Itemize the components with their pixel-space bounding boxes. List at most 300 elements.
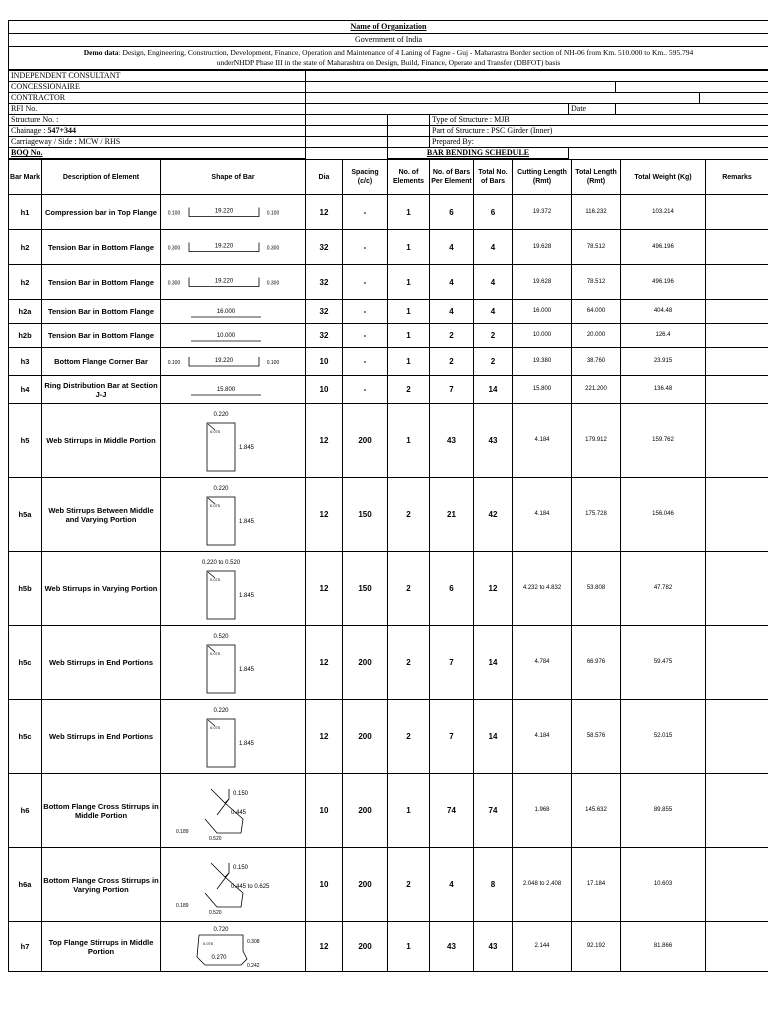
cell-total-bars: 14 [474,626,513,700]
cell-elements: 1 [388,348,430,376]
cell-description: Tension Bar in Bottom Flange [42,324,161,348]
cell-cutting-length: 16.000 [513,300,572,324]
shape-a-label: 0.150 [233,790,249,797]
cell-shape [161,265,306,300]
cell-bars-per-element: 7 [430,376,474,404]
shape-mid-label: 15.800 [216,386,236,393]
shape-d-label: 0.520 [209,909,222,916]
cell-dia: 12 [306,626,343,700]
client-name: Government of India [9,34,768,47]
shape-hook-label: 0.075 [210,502,221,508]
cell-total-weight: 156.046 [621,478,706,552]
shape-right-label: 0.100 [266,210,280,216]
cell-spacing: 150 [343,478,388,552]
cell-shape [161,195,306,230]
shape-height-label: 1.845 [239,666,255,673]
schedule-gap [569,148,768,159]
cell-total-weight: 10.603 [621,848,706,922]
cell-total-length: 66.976 [572,626,621,700]
shape-top-label: 0.220 [213,411,229,418]
cell-total-length: 78.512 [572,230,621,265]
cell-dia: 10 [306,774,343,848]
cell-bar-mark: h3 [9,348,42,376]
structure-no: Structure No. : [9,115,306,126]
cell-bars-per-element: 6 [430,195,474,230]
demo-label: Demo data [83,48,119,57]
cell-remarks [706,195,768,230]
cell-elements: 2 [388,848,430,922]
cell-elements: 2 [388,552,430,626]
chainage-value: 547+344 [47,126,76,135]
bar-shape-diagram [161,377,304,403]
cell-cutting-length: 4.784 [513,626,572,700]
type-of-structure: Type of Structure : MJB [430,115,768,126]
cell-remarks [706,300,768,324]
cell-cutting-length: 1.968 [513,774,572,848]
structure-no-gap [388,115,430,126]
schedule-row [9,195,768,230]
shape-c-label: 0.189 [176,828,189,835]
cell-elements: 2 [388,626,430,700]
shape-height-label: 1.845 [239,740,255,747]
cell-total-weight: 103.214 [621,195,706,230]
party-contractor: CONTRACTOR [9,93,306,104]
shape-btm-label: 0.242 [247,962,260,969]
party-concessionaire-extra [616,82,768,93]
cell-bar-mark: h5c [9,700,42,774]
schedule-row [9,922,768,972]
shape-c-label: 0.189 [176,902,189,909]
bar-shape-diagram [161,923,304,971]
col-remarks: Remarks [706,160,768,195]
cell-remarks [706,230,768,265]
rfi-label: RFI No. [9,104,306,115]
shape-height-label: 1.845 [239,592,255,599]
cell-cutting-length: 4.232 to 4.832 [513,552,572,626]
shape-height-label: 1.845 [239,518,255,525]
schedule-row [9,626,768,700]
cell-bar-mark: h5c [9,626,42,700]
schedule-row [9,478,768,552]
schedule-row [9,300,768,324]
prepared-by: Prepared By: [430,137,768,148]
cell-remarks [706,324,768,348]
shape-right-label: 0.308 [247,938,260,945]
shape-left-label: 0.300 [167,280,181,286]
bar-shape-diagram [161,349,304,375]
cell-spacing: 200 [343,700,388,774]
cell-elements: 1 [388,404,430,478]
cell-cutting-length: 15.800 [513,376,572,404]
shape-a-label: 0.150 [233,864,249,871]
schedule-row [9,348,768,376]
cell-remarks [706,848,768,922]
cell-elements: 1 [388,774,430,848]
cell-spacing: 200 [343,774,388,848]
demo-text-2: underNHDP Phase III in the state of Maharashtra on Design, Build, Finance, Operate and Transfer (DBFOT) basis [216,58,561,67]
bar-shape-diagram [161,301,304,323]
cell-total-bars: 43 [474,922,513,972]
cell-dia: 12 [306,922,343,972]
shape-hook-label: 0.075 [203,940,214,946]
cell-shape [161,404,306,478]
col-total-bars: Total No. of Bars [474,160,513,195]
cell-spacing: 150 [343,552,388,626]
part-of-structure: Part of Structure : PSC Girder (Inner) [430,126,768,137]
cell-total-weight: 89.855 [621,774,706,848]
cell-total-weight: 496.196 [621,265,706,300]
cell-dia: 32 [306,324,343,348]
cell-cutting-length: 19.628 [513,230,572,265]
shape-right-label: 0.100 [266,359,280,366]
cell-total-bars: 4 [474,230,513,265]
shape-hook-label: 0.075 [210,650,221,656]
cell-dia: 32 [306,265,343,300]
cell-bars-per-element: 6 [430,552,474,626]
cell-total-weight: 52.015 [621,700,706,774]
cell-cutting-length: 4.184 [513,404,572,478]
bar-shape-diagram [161,701,304,773]
cell-total-length: 53.808 [572,552,621,626]
shape-left-label: 0.100 [167,210,181,216]
shape-mid-label: 0.270 [211,954,227,961]
cell-elements: 2 [388,700,430,774]
cell-total-weight: 159.762 [621,404,706,478]
cell-description: Web Stirrups in End Portions [42,700,161,774]
cell-shape [161,922,306,972]
cell-total-length: 145.632 [572,774,621,848]
cell-spacing: - [343,195,388,230]
cell-total-bars: 8 [474,848,513,922]
bar-shape-diagram [161,405,304,477]
cell-bar-mark: h2 [9,265,42,300]
chainage-cell [306,126,388,137]
cell-bars-per-element: 4 [430,848,474,922]
shape-mid-label: 19.220 [214,208,234,214]
cell-total-bars: 43 [474,404,513,478]
bar-shape-diagram [161,325,304,347]
shape-right-label: 0.300 [266,280,280,286]
cell-description: Web Stirrups in Middle Portion [42,404,161,478]
cell-spacing: 200 [343,848,388,922]
info-table [8,70,768,159]
cell-bar-mark: h7 [9,922,42,972]
cell-spacing: - [343,348,388,376]
cell-remarks [706,626,768,700]
cell-cutting-length: 4.184 [513,478,572,552]
party-contractor-value [306,93,700,104]
col-total-length: Total Length (Rmt) [572,160,621,195]
cell-bars-per-element: 7 [430,700,474,774]
cross-upper [211,789,229,803]
bar-bending-sheet [8,20,768,972]
cell-cutting-length: 4.184 [513,700,572,774]
chainage [9,126,306,137]
cell-spacing: 200 [343,626,388,700]
cell-total-length: 38.760 [572,348,621,376]
shape-mid-label: 19.220 [214,278,234,284]
cell-description: Web Stirrups in End Portions [42,626,161,700]
schedule-table [8,159,768,972]
cell-dia: 32 [306,230,343,265]
cell-elements: 2 [388,478,430,552]
cell-spacing: 200 [343,922,388,972]
cell-total-bars: 4 [474,300,513,324]
cell-shape [161,300,306,324]
column-header-row [9,160,768,195]
party-independent-consultant-value [306,71,768,82]
bar-shape-diagram [161,479,304,551]
cell-bars-per-element: 74 [430,774,474,848]
shape-top-label: 0.220 to 0.520 [201,559,241,566]
cell-dia: 12 [306,700,343,774]
col-bar-mark: Bar Mark [9,160,42,195]
col-elements: No. of Elements [388,160,430,195]
carriageway: Carriageway / Side : MCW / RHS [9,137,306,148]
shape-right-label: 0.300 [266,245,280,251]
cell-total-weight: 47.782 [621,552,706,626]
header-table [8,20,768,70]
cell-description: Bottom Flange Cross Stirrups in Middle Portion [42,774,161,848]
cell-total-length: 17.184 [572,848,621,922]
col-cutting-length: Cutting Length (Rmt) [513,160,572,195]
cell-total-bars: 2 [474,324,513,348]
cell-remarks [706,348,768,376]
cell-bar-mark: h5 [9,404,42,478]
demo-text: : Design, Engineering, Construction, Development, Finance, Operation and Maintenance of 4 Laning of Fagne - Guj - Maharastra Border section of NH-06 from Km. 510.000 to Km.. 595.794 [118,48,694,57]
bar-shape-diagram [161,627,304,699]
cell-bar-mark: h2a [9,300,42,324]
cell-cutting-length: 19.628 [513,265,572,300]
cell-elements: 1 [388,324,430,348]
schedule-row [9,376,768,404]
project-description [9,47,768,70]
shape-mid-label: 16.000 [216,308,236,315]
schedule-row [9,324,768,348]
cell-bars-per-element: 21 [430,478,474,552]
cell-description: Web Stirrups in Varying Portion [42,552,161,626]
cell-elements: 1 [388,265,430,300]
boq-gap [306,148,388,159]
shape-mid-label: 10.000 [216,332,236,339]
cell-spacing: - [343,324,388,348]
cell-description: Web Stirrups Between Middle and Varying Portion [42,478,161,552]
col-dia: Dia [306,160,343,195]
cell-total-weight: 59.475 [621,626,706,700]
cell-dia: 10 [306,848,343,922]
cell-bar-mark: h5b [9,552,42,626]
cell-dia: 10 [306,348,343,376]
cell-dia: 12 [306,404,343,478]
cell-bars-per-element: 4 [430,265,474,300]
cell-total-bars: 42 [474,478,513,552]
cell-total-weight: 23.915 [621,348,706,376]
cross-upper [211,863,229,877]
cell-cutting-length: 19.380 [513,348,572,376]
cell-bars-per-element: 2 [430,324,474,348]
shape-top-label: 0.220 [213,707,229,714]
schedule-row [9,774,768,848]
cell-shape [161,348,306,376]
cell-remarks [706,404,768,478]
cell-dia: 12 [306,552,343,626]
party-contractor-extra [700,93,768,104]
cell-description: Compression bar in Top Flange [42,195,161,230]
cell-bars-per-element: 2 [430,348,474,376]
cell-total-bars: 2 [474,348,513,376]
shape-mid-label: 19.220 [214,243,234,249]
cell-dia: 12 [306,195,343,230]
party-concessionaire: CONCESSIONAIRE [9,82,306,93]
cell-total-weight: 404.48 [621,300,706,324]
cell-total-bars: 4 [474,265,513,300]
shape-hook-label: 0.075 [210,576,221,582]
shape-hook-label: 0.075 [210,724,221,730]
shape-b-label: 0.445 [231,809,247,816]
cell-bar-mark: h5a [9,478,42,552]
shape-left-label: 0.300 [167,245,181,251]
date-label: Date [569,104,616,115]
cell-spacing: - [343,376,388,404]
cell-elements: 1 [388,922,430,972]
cell-shape [161,376,306,404]
schedule-row [9,848,768,922]
cell-total-bars: 14 [474,700,513,774]
cell-total-bars: 6 [474,195,513,230]
cell-remarks [706,700,768,774]
cell-total-length: 20.000 [572,324,621,348]
shape-height-label: 1.845 [239,444,255,451]
cell-description: Top Flange Stirrups in Middle Portion [42,922,161,972]
cell-remarks [706,552,768,626]
schedule-row [9,230,768,265]
date-value [616,104,768,115]
cell-remarks [706,774,768,848]
cross-lower [205,877,243,907]
cell-shape [161,478,306,552]
shape-top-label: 0.220 [213,485,229,492]
cell-shape [161,230,306,265]
cell-total-length: 116.232 [572,195,621,230]
cell-elements: 1 [388,195,430,230]
cell-bars-per-element: 43 [430,922,474,972]
cell-total-bars: 12 [474,552,513,626]
cell-shape [161,626,306,700]
bar-shape-diagram [161,266,304,299]
bar-shape-diagram [161,775,304,847]
cell-remarks [706,922,768,972]
cell-total-length: 78.512 [572,265,621,300]
shape-b-label: 0.445 to 0.625 [231,883,270,890]
bar-shape-diagram [161,849,304,921]
cell-dia: 10 [306,376,343,404]
org-name: Name of Organization [9,21,768,34]
cell-description: Bottom Flange Cross Stirrups in Varying Portion [42,848,161,922]
carriageway-cell [306,137,388,148]
cell-total-weight: 136.48 [621,376,706,404]
party-concessionaire-value [306,82,616,93]
cell-total-length: 64.000 [572,300,621,324]
cell-total-length: 92.192 [572,922,621,972]
cell-shape [161,848,306,922]
cell-dia: 32 [306,300,343,324]
structure-no-value [306,115,388,126]
cell-description: Bottom Flange Corner Bar [42,348,161,376]
shape-d-label: 0.520 [209,835,222,842]
cell-total-length: 179.912 [572,404,621,478]
cell-shape [161,700,306,774]
cell-total-weight: 496.196 [621,230,706,265]
cell-total-weight: 126.4 [621,324,706,348]
rfi-value [306,104,569,115]
schedule-row [9,700,768,774]
cell-dia: 12 [306,478,343,552]
col-spacing: Spacing (c/c) [343,160,388,195]
cell-remarks [706,478,768,552]
cell-description: Tension Bar in Bottom Flange [42,265,161,300]
cell-shape [161,324,306,348]
col-shape: Shape of Bar [161,160,306,195]
col-total-weight: Total Weight (Kg) [621,160,706,195]
shape-top-label: 0.720 [213,926,229,933]
cell-elements: 1 [388,300,430,324]
schedule-row [9,552,768,626]
cell-spacing: - [343,230,388,265]
bar-shape-diagram [161,196,304,229]
chainage-label: Chainage : [11,126,48,135]
cell-spacing: - [343,300,388,324]
cell-cutting-length: 10.000 [513,324,572,348]
cell-total-bars: 74 [474,774,513,848]
cell-bars-per-element: 4 [430,300,474,324]
cell-total-bars: 14 [474,376,513,404]
cell-bar-mark: h6a [9,848,42,922]
schedule-row [9,265,768,300]
schedule-title: BAR BENDING SCHEDULE [388,148,569,159]
shape-left-label: 0.100 [167,359,181,366]
cell-elements: 1 [388,230,430,265]
cell-shape [161,552,306,626]
cell-bars-per-element: 7 [430,626,474,700]
cell-shape [161,774,306,848]
cell-total-length: 58.576 [572,700,621,774]
party-independent-consultant: INDEPENDENT CONSULTANT [9,71,306,82]
cell-description: Tension Bar in Bottom Flange [42,300,161,324]
cell-cutting-length: 19.372 [513,195,572,230]
cell-bar-mark: h1 [9,195,42,230]
schedule-row [9,404,768,478]
col-description: Description of Element [42,160,161,195]
cell-description: Ring Distribution Bar at Section J-J [42,376,161,404]
shape-mid-label: 19.220 [214,357,234,364]
boq-no: BOQ No. [9,148,306,159]
cell-total-length: 221.200 [572,376,621,404]
cell-bars-per-element: 4 [430,230,474,265]
cell-bars-per-element: 43 [430,404,474,478]
shape-top-label: 0.520 [213,633,229,640]
col-bars-per-element: No. of Bars Per Element [430,160,474,195]
cell-bar-mark: h2 [9,230,42,265]
cell-bar-mark: h4 [9,376,42,404]
cell-spacing: 200 [343,404,388,478]
chainage-gap [388,126,430,137]
cell-description: Tension Bar in Bottom Flange [42,230,161,265]
carriageway-gap [388,137,430,148]
cell-remarks [706,265,768,300]
cell-cutting-length: 2.048 to 2.408 [513,848,572,922]
cell-elements: 2 [388,376,430,404]
bar-shape-diagram [161,553,304,625]
